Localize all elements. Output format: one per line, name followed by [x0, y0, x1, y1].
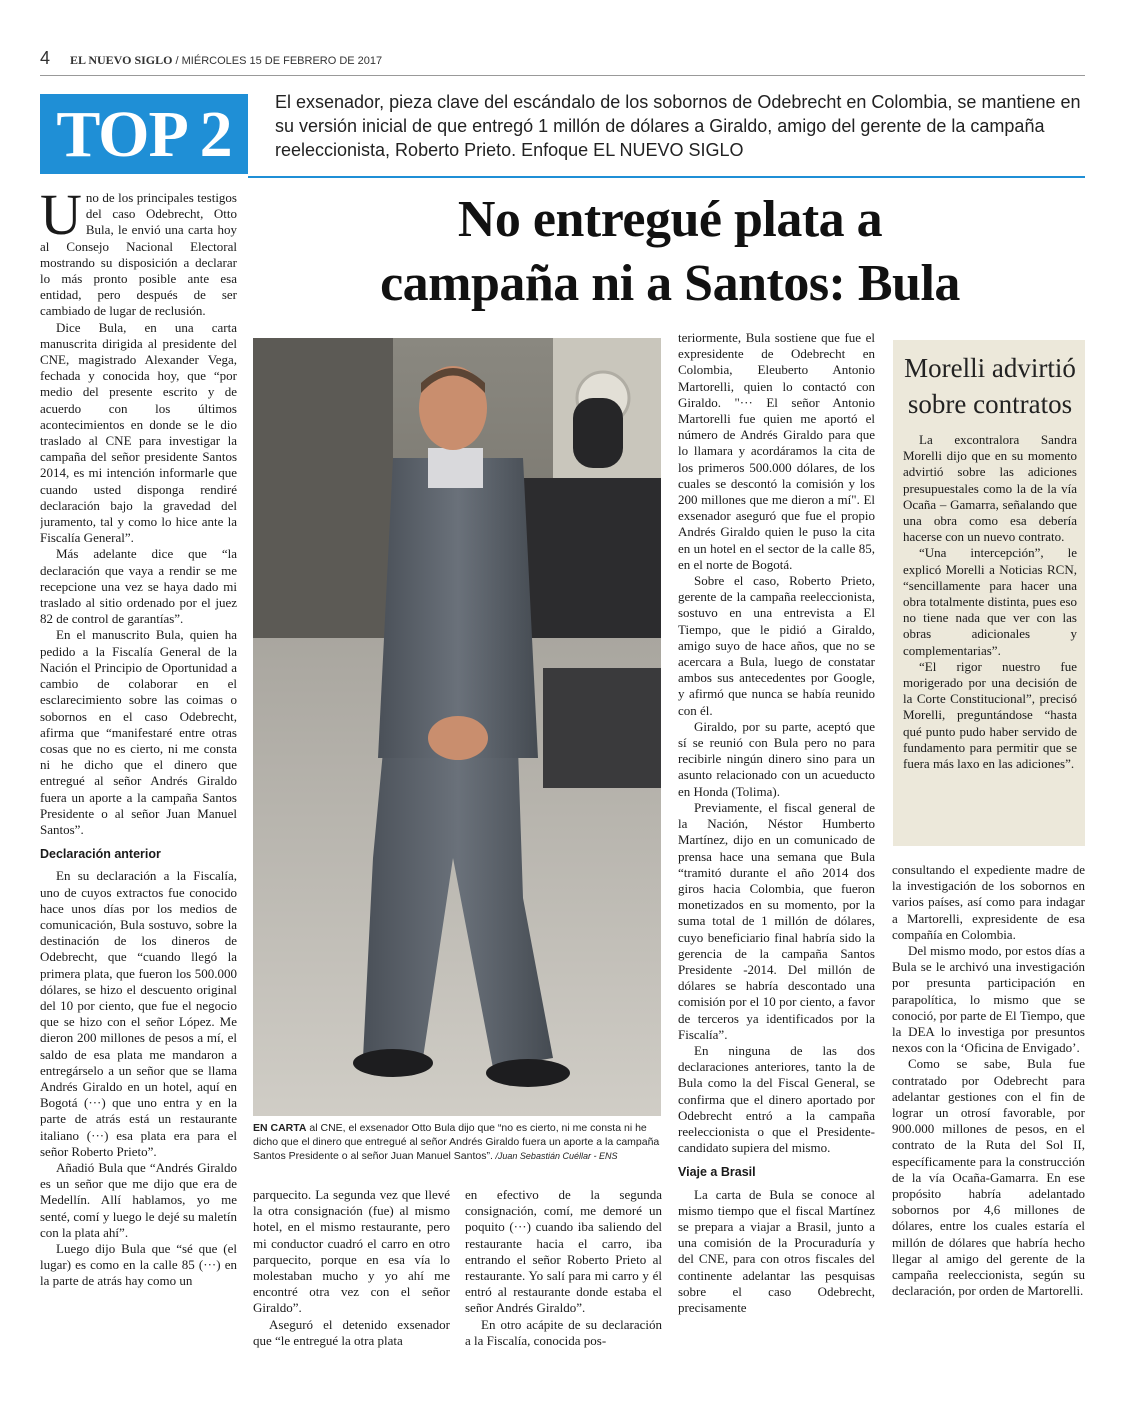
article-column-1	[40, 190, 237, 1390]
paragraph: teriormente, Bula sostiene que fue el expresidente de Odebrecht en Colombia, Eleuberto Antonio Martorelli, quien lo contactó con Giraldo. "··· El señor Antonio Martorelli fue quien me aportó el número de Andrés Giraldo para que lo llamara y acordáramos la cita de los primeros 500.000 dólares, de los cuales se descontó la comisión y los 200 millones que me dieron a mí". El exsenador aseguró que fue el propio Andrés Giraldo quien le puso la cita en un hotel en el sector de la calle 85, en el norte de Bogotá.	[678, 330, 875, 572]
paragraph: En ninguna de las dos declaraciones anteriores, tanto la de Bula como la del Fiscal General, se confirma que el dinero aportado por Odebrecht entró a la campaña reeleccionista o que el Presidente-candidato supiera del mismo.	[678, 1042, 875, 1156]
paragraph: Aseguró el detenido exsenador que “le entregué la otra plata	[253, 1316, 450, 1348]
paragraph: Más adelante dice que “la declaración que vaya a rendir se me recepcione una vez se haya dado mi traslado al sitio ordenado por el juez 82 de control de garantías”.	[40, 546, 237, 627]
paragraph: En el manuscrito Bula, quien ha pedido a la Fiscalía General de la Nación el Principio de Oportunidad a cambio de colaborar en el esclarecimiento sobre las coimas o sobornos en el caso Odebrecht, afirma que “manifestaré entre otras cosas que no es cierto, ni me consta ni he dicho que el dinero que entregué al señor Andrés Giraldo fuera un aporte a la campaña Santos Presidente o al señor Juan Manuel Santos”.	[40, 627, 237, 837]
photo-caption	[253, 1121, 665, 1163]
page-number: 4	[40, 48, 51, 68]
article-column-2b	[465, 1187, 662, 1387]
page-header	[40, 48, 1085, 76]
drop-cap: U	[40, 190, 82, 247]
article-column-4	[892, 862, 1085, 1382]
paragraph: en efectivo de la segunda consignación, comí, me demoré un poquito (···) cuando iba saliendo del restaurante hacia el carro, iba entrando el señor Roberto Prieto al restaurante. Yo salí para mi carro y él entró al restaurante donde estaba el señor Andrés Giraldo”.	[465, 1187, 662, 1316]
headline	[250, 188, 1090, 316]
sidebar-title: Morelli advirtió sobre contratos	[904, 353, 1076, 419]
paragraph: parquecito. La segunda vez que llevé la otra consignación (fue) al mismo hotel, en el mismo restaurante, pero mi conductor cuadró el carro en otro parquecito, porque en esa vía lo molestaban mucho y yo ahí me encontré otra vez con el señor Giraldo”.	[253, 1187, 450, 1316]
sidebar-body	[903, 432, 1077, 772]
paragraph: consultando el expediente madre de la investigación de los sobornos en varios países, así como para indagar a Martorelli, expresidente de esa compañía en Colombia.	[892, 862, 1085, 942]
paragraph: La carta de Bula se conoce al mismo tiempo que el fiscal Martínez se prepara a viajar a Brasil, junto a una comisión de la Procuraduría y del CNE, para con otros fiscales del continente adelantar las pesquisas sobre el caso Odebrecht, precisamente	[678, 1186, 875, 1315]
caption-text: al CNE, el exsenador Otto Bula dijo que “no es cierto, ni me consta ni he dicho que el dinero que entregué al señor Andrés Giraldo fuera un aporte a la campaña Santos Presidente o al señor Juan Manuel Santos”.	[253, 1122, 660, 1162]
paragraph: Sobre el caso, Roberto Prieto, gerente de la campaña reeleccionista, sostuvo en una entrevista a El Tiempo, que le pidió a Giraldo, amigo suyo de hace años, que no se acercara a Bula, luego de constatar ambos sus antecedentes por Google, y afirmó que nunca se había reunido con él.	[678, 573, 875, 718]
caption-lead: EN CARTA	[253, 1122, 307, 1134]
paragraph: “Una intercepción”, le explicó Morelli a Noticias RCN, “sencillamente para hacer una obra totalmente distinta, pues eso no tiene nada que ver con las obras adicionales y complementarias”.	[903, 545, 1077, 658]
headline-line-2: campaña ni a Santos: Bula	[380, 255, 960, 312]
paragraph: Giraldo, por su parte, aceptó que sí se reunió con Bula pero no para recibirle ningún dinero sino para un asunto relacionado con un acueducto en Honda (Tolima).	[678, 718, 875, 799]
subheading: Declaración anterior	[40, 847, 161, 862]
subheading: Viaje a Brasil	[678, 1165, 756, 1180]
photo-illustration	[253, 338, 661, 1116]
header-text	[70, 53, 382, 68]
paragraph: La excontralora Sandra Morelli dijo que en su momento advirtió sobre las adiciones presupuestales como la de la vía Ocaña – Gamarra, señalando que una obra como esa debería hacerse con un nuevo contrato.	[903, 432, 1077, 545]
paragraph: “El rigor nuestro fue morigerado por una decisión de la Corte Constitucional”, precisó Morelli, preguntándose “hasta qué punto pudo haber servido de fundamento para permitir que se fuera más laxo en las adiciones”.	[903, 658, 1077, 772]
paragraph: En su declaración a la Fiscalía, uno de cuyos extractos fue conocido hace unos días por los medios de comunicación, Bula sostuvo, sobre la destinación de los dineros de Odebrecht, que “cuando llegó la primera plata, que fueron los 500.000 dólares, se hizo el descuento original del 10 por ciento, que fue el negocio que se hizo con el señor López. Me dieron 200 millones de pesos a mí, el saldo de esa plata me mandaron a entregárselo a un señor que se llama Andrés Giraldo en un hotel, aquí en Bogotá (···) que uno entra y en la parte de atrás está un restaurante italiano (···) esa plata era para el señor Roberto Prieto”.	[40, 868, 237, 1159]
article-column-3	[678, 330, 875, 1390]
sidebar-box	[893, 340, 1085, 846]
section-label: TOP 2	[40, 94, 248, 174]
paragraph: Del mismo modo, por estos días a Bula se le archivó una investigación por presunta participación en parapolítica, lo mismo que se conoció, por parte de El Tiempo, que la DEA lo investiga por presuntos nexos con la ‘Oficina de Envigado’.	[892, 943, 1085, 1056]
deck-summary: El exsenador, pieza clave del escándalo de los sobornos de Odebrecht en Colombia, se mantiene en su versión inicial de que entregó 1 millón de dólares a Giraldo, amigo del gerente de la campaña reeleccionista, Roberto Prieto. Enfoque EL NUEVO SIGLO	[275, 92, 1081, 160]
paragraph: Luego dijo Bula que “sé que (el lugar) es como en la calle 85 (···) en la parte de atrás hay como un	[40, 1241, 237, 1289]
issue-date: / MIÉRCOLES 15 DE FEBRERO DE 2017	[175, 55, 383, 67]
paragraph	[40, 190, 237, 320]
news-photo	[253, 338, 661, 1116]
article-column-2a	[253, 1187, 450, 1387]
paragraph-text: no de los principales testigos del caso Odebrecht, Otto Bula, le envió una carta hoy al Consejo Nacional Electoral mostrando su disposición a declarar lo más pronto posible ante esa entidad, pero después de ser cambiado de lugar de reclusión.	[40, 190, 237, 319]
headline-line-1: No entregué plata a	[457, 191, 883, 248]
paragraph: Como se sabe, Bula fue contratado por Odebrecht para adelantar gestiones con el fin de lograr un otrosí favorable, por 900.000 millones de pesos, en el contrato de la Ruta del Sol II, específicamente para la construcción de la vía Ocaña-Gamarra. En ese propósito habría adelantado sobornos por 4,6 millones de dólares, entre los cuales estaría el millón de dólares que habría hecho llegar al amigo del gerente de la campaña reeleccionista, según su declaración, por orden de Martorelli.	[892, 1056, 1085, 1299]
photo-credit: /Juan Sebastián Cuéllar - ENS	[492, 1151, 618, 1161]
paragraph: Añadió Bula que “Andrés Giraldo es un señor que me dijo que era de Medellín. Allí hablamos, yo me senté, comí y luego le dejé su maletín con la plata ahí”.	[40, 1159, 237, 1240]
paragraph: Previamente, el fiscal general de la Nación, Néstor Humberto Martínez, dijo en un comunicado de prensa hace una semana que Bula “tramitó durante el año 2014 dos giros hacia Colombia, que fueron monetizados en su momento, por la suma total de 1 millón de dólares, cuyo beneficiario final habría sido la gerencia de la campaña Santos Presidente -2014. Del millón de dólares se habría descontado una comisión por el 10 por ciento, a favor de terceros ya identificados por la Fiscalía”.	[678, 799, 875, 1042]
paper-name: EL NUEVO SIGLO	[70, 53, 173, 67]
paragraph: En otro acápite de su declaración a la Fiscalía, conocida pos-	[465, 1316, 662, 1348]
paragraph: Dice Bula, en una carta manuscrita dirigida al presidente del CNE, magistrado Alexander Vega, fechada y conocida hoy, que “por medio del presente escrito y de acuerdo con los últimos acontecimientos en donde se le dio traslado al CNE para investigar la campaña del señor presidente Santos 2014, es mi intención informarle que cuando usted disponga rendiré declaración bajo la gravedad del juramento, tal y como lo hice ante la Fiscalía General”.	[40, 319, 237, 546]
deck-divider	[248, 176, 1085, 178]
